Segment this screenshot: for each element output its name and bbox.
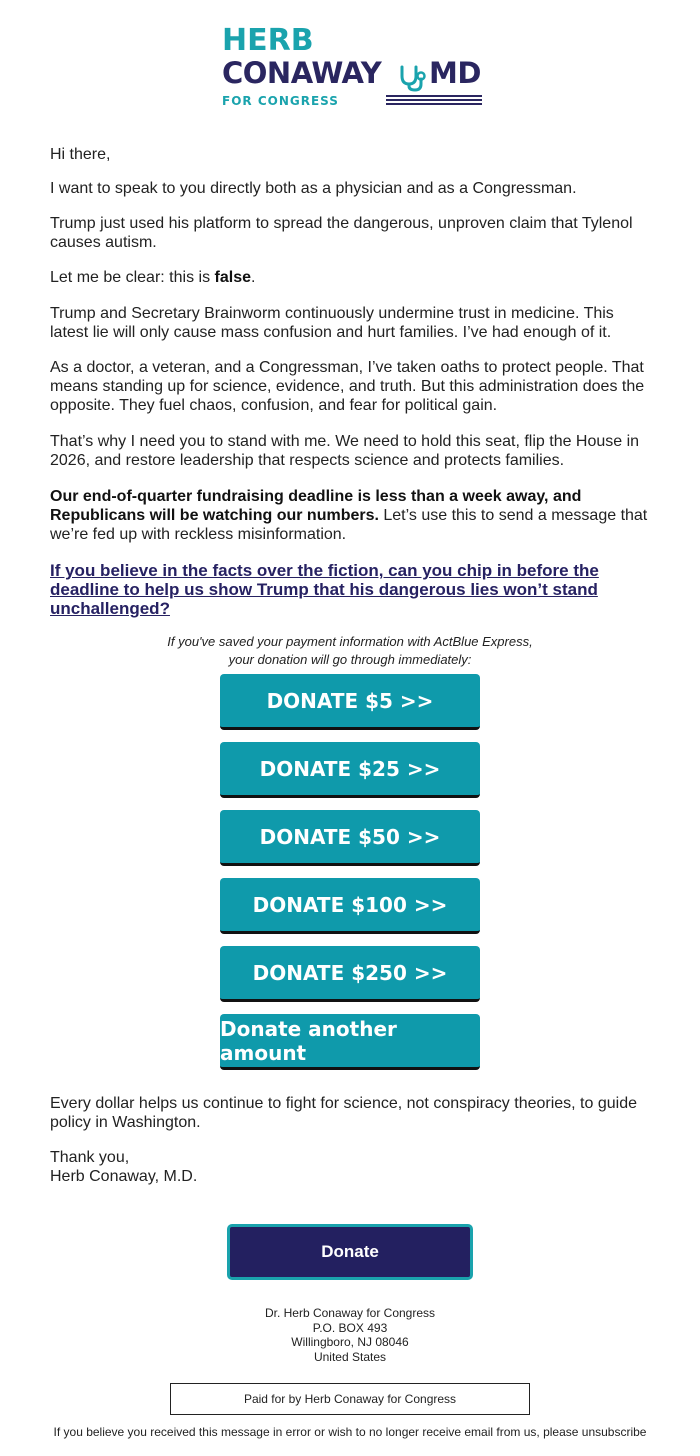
express-note-line-2: your donation will go through immediately:: [228, 652, 472, 667]
paragraph-4: Trump and Secretary Brainworm continuously undermine trust in medicine. This latest lie will only cause mass confusion and hurt families. I’ve had enough of it.: [50, 305, 614, 341]
address-line-2: P.O. BOX 493: [312, 1320, 388, 1335]
donate-button[interactable]: Donate: [227, 1224, 473, 1280]
signoff-thanks: Thank you,: [50, 1149, 130, 1166]
greeting: Hi there,: [50, 146, 111, 163]
donate-5-button[interactable]: DONATE $5 >>: [220, 674, 480, 730]
paragraph-5: As a doctor, a veteran, and a Congressman, I’ve taken oaths to protect people. That means standing up for science, evidence, and truth. But this administration does the opposite. They fuel chaos, confusion, and fear for political gain.: [50, 359, 645, 414]
mailing-address: [50, 1306, 650, 1364]
address-line-4: United States: [313, 1349, 387, 1364]
paragraph-2: Trump just used his platform to spread the dangerous, unproven claim that Tylenol causes autism.: [50, 215, 633, 251]
logo-herb: HERB: [222, 23, 314, 58]
logo-rule-lines: [386, 95, 482, 107]
donate-50-button[interactable]: DONATE $50 >>: [220, 810, 480, 866]
address-line-3: Willingboro, NJ 08046: [291, 1335, 409, 1349]
paid-for-disclaimer: Paid for by Herb Conaway for Congress: [170, 1383, 530, 1415]
unsubscribe-text[interactable]: If you believe you received this message in error or wish to no longer receive email from us, please unsubscribe: [53, 1425, 647, 1439]
logo-md: MD: [429, 56, 481, 90]
express-note-line-1: If you've saved your payment information with ActBlue Express,: [167, 634, 533, 649]
donate-250-button[interactable]: DONATE $250 >>: [220, 946, 480, 1002]
donate-cta-link[interactable]: If you believe in the facts over the fiction, can you chip in before the deadline to help us show Trump that his dangerous lies won’t stand unchallenged?: [50, 561, 599, 618]
stethoscope-icon: [398, 64, 428, 92]
campaign-logo: [222, 23, 492, 110]
paragraph-1: I want to speak to you directly both as a physician and as a Congressman.: [50, 180, 577, 197]
paragraph-7: Our end-of-quarter fundraising deadline is less than a week away, and Republicans will be watching our numbers. Let’s use this to send a message that we’re fed up with reckless misinformation.: [50, 488, 648, 543]
address-line-1: Dr. Herb Conaway for Congress: [264, 1306, 436, 1320]
paragraph-8: Every dollar helps us continue to fight for science, not conspiracy theories, to guide policy in Washington.: [50, 1095, 637, 1131]
paragraph-3: Let me be clear: this is false.: [50, 269, 256, 286]
donate-25-button[interactable]: DONATE $25 >>: [220, 742, 480, 798]
false-emphasis: false: [214, 269, 251, 286]
signoff-name: Herb Conaway, M.D.: [50, 1168, 198, 1185]
deadline-bold: Our end-of-quarter fundraising deadline is less than a week away, and Republicans will be watching our numbers.: [50, 488, 582, 524]
paragraph-6: That’s why I need you to stand with me. We need to hold this seat, flip the House in 2026, and restore leadership that respects science and protects families.: [50, 433, 640, 469]
logo-tagline: FOR CONGRESS: [222, 94, 339, 108]
donate-other-amount-button[interactable]: Donate another amount: [220, 1014, 480, 1070]
donate-100-button[interactable]: DONATE $100 >>: [220, 878, 480, 934]
logo-conaway: CONAWAY: [222, 56, 382, 90]
